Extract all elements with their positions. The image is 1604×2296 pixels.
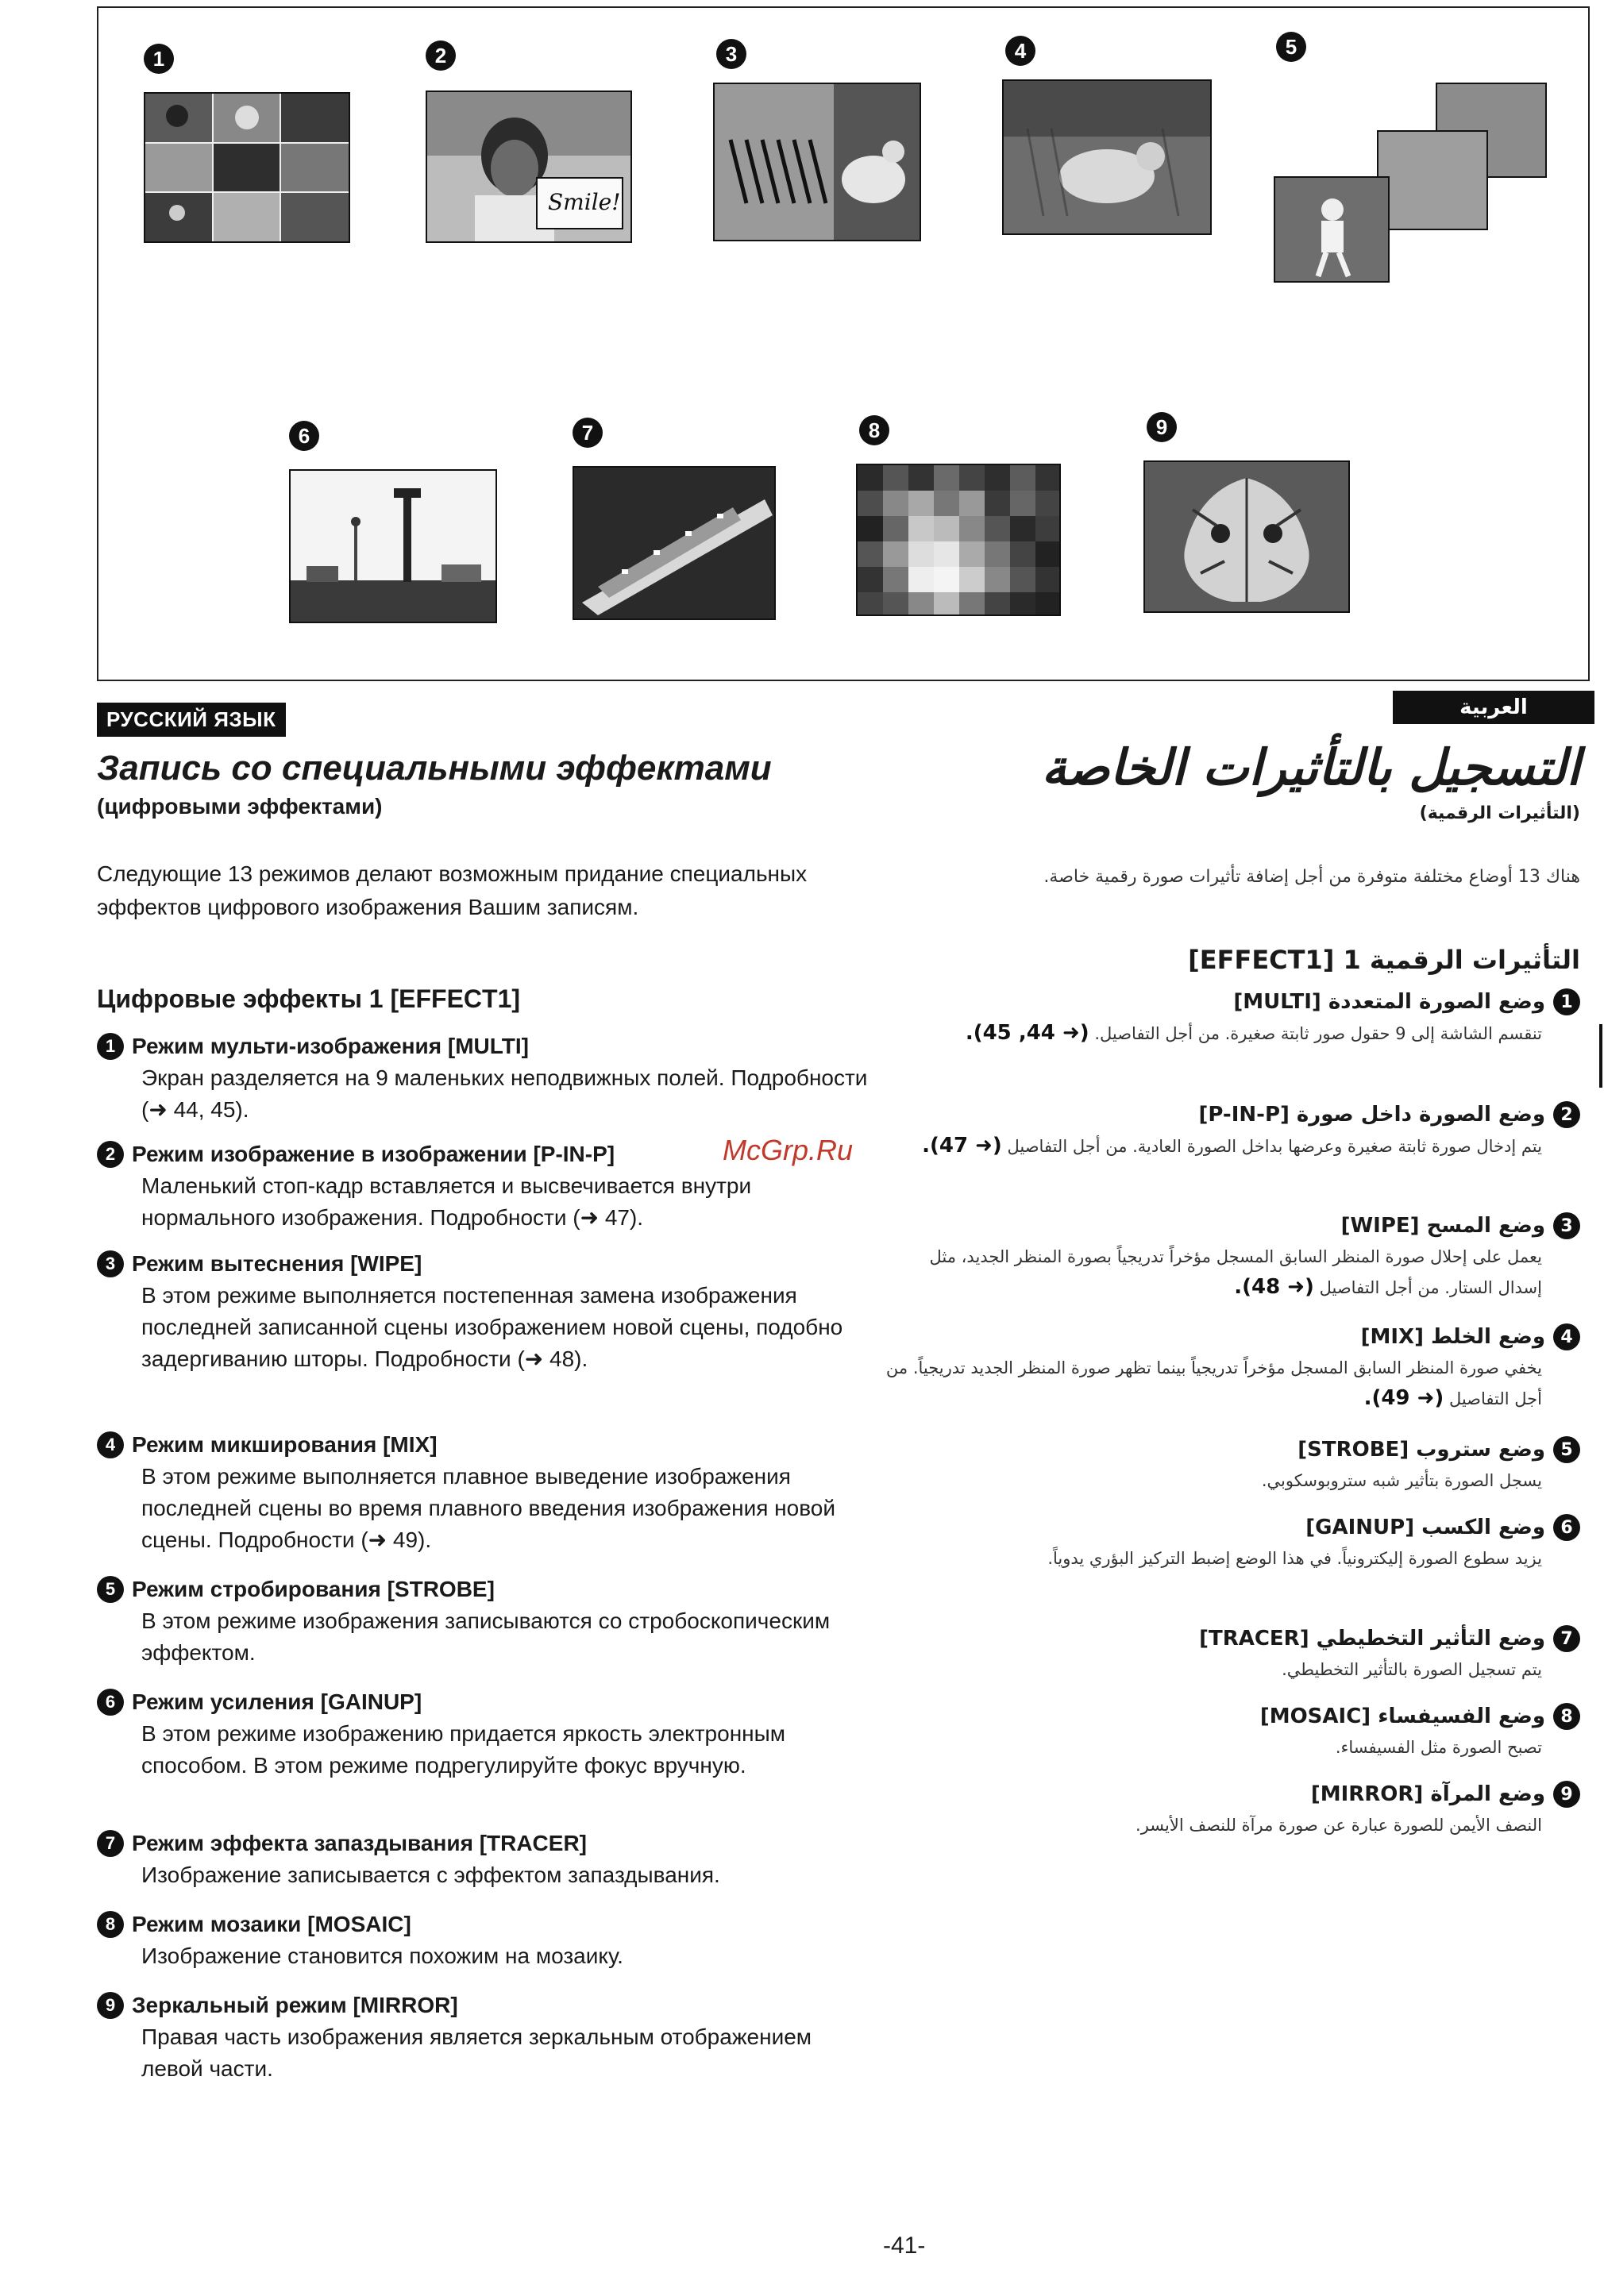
page-title-russian: Запись со специальными эффектами (97, 749, 772, 788)
mode-title: Режим мозаики [MOSAIC] (132, 1912, 411, 1936)
figure-marker-8: 8 (859, 415, 889, 445)
mode-item-pinp-ar (881, 1099, 1580, 1161)
page-reference: (➜ 47). (922, 1134, 1002, 1158)
mode-description: Правая часть изображения является зеркальным отображением левой части. (141, 2024, 812, 2081)
mode-title: وضع الكسب [GAINUP] (1305, 1516, 1545, 1539)
mode-title: Режим стробирования [STROBE] (132, 1577, 495, 1601)
mode-title: Зеркальный режим [MIRROR] (132, 1993, 458, 2017)
mode-title: وضع الفسيفساء [MOSAIC] (1259, 1705, 1545, 1728)
smile-caption: Smile! (548, 189, 621, 215)
mode-number-marker: 5 (97, 1576, 124, 1603)
mode-title: وضع المرآة [MIRROR] (1310, 1782, 1545, 1806)
figure-marker-1: 1 (144, 44, 174, 74)
gainup-image (291, 471, 495, 622)
mode-item-multi-ru (97, 1031, 891, 1126)
mode-number-marker: 6 (1553, 1514, 1580, 1541)
mode-item-mirror-ru (97, 1990, 891, 2085)
mode-item-mirror-ar (881, 1778, 1580, 1840)
mode-number-marker: 6 (97, 1689, 124, 1716)
thumbnail-strobe-frame-2 (1377, 130, 1488, 230)
page-title-arabic: التسجيل بالتأثيرات الخاصة (1041, 738, 1580, 796)
mosaic-image (858, 465, 1059, 614)
mode-number-marker: 2 (97, 1141, 124, 1168)
mode-number-marker: 7 (1553, 1625, 1580, 1652)
page-reference: (➜ 49). (1363, 1386, 1444, 1410)
mode-item-mix-ru (97, 1429, 891, 1556)
figure-marker-3: 3 (716, 39, 746, 69)
mode-title: وضع الصورة المتعددة [MULTI] (1233, 990, 1545, 1014)
mode-title: وضع الصورة داخل صورة [P-IN-P] (1198, 1103, 1545, 1127)
mode-number-marker: 1 (97, 1033, 124, 1060)
mode-item-gainup-ar (881, 1512, 1580, 1574)
page-reference: (➜ 48). (1234, 1275, 1314, 1299)
mode-description: В этом режиме выполняется плавное выведение изображения последней сцены во время плавного введения изображения новой сцены. Подробности (➜ 49). (141, 1464, 835, 1552)
mode-number-marker: 9 (1553, 1781, 1580, 1808)
mode-title: Режим вытеснения [WIPE] (132, 1251, 422, 1276)
page-subtitle-arabic: (التأثيرات الرقمية) (1419, 803, 1580, 823)
mode-number-marker: 3 (97, 1250, 124, 1277)
mode-item-tracer-ar (881, 1623, 1580, 1685)
figure-marker-2: 2 (426, 40, 456, 71)
mode-item-wipe-ar (881, 1210, 1580, 1303)
thumbnail-mirror (1143, 460, 1350, 613)
thumbnail-pinp (426, 91, 632, 243)
page-subtitle-russian: (цифровыми эффектами) (97, 794, 383, 819)
mode-number-marker: 8 (1553, 1703, 1580, 1730)
mode-number-marker: 4 (1553, 1323, 1580, 1350)
mode-number-marker: 8 (97, 1911, 124, 1938)
mode-title: Режим мульти-изображения [MULTI] (132, 1034, 529, 1058)
mode-item-strobe-ru (97, 1574, 891, 1669)
section-heading-russian: Цифровые эффекты 1 [EFFECT1] (97, 984, 521, 1013)
mode-item-wipe-ru (97, 1248, 891, 1375)
mode-item-multi-ar (881, 986, 1580, 1049)
margin-tab-bar (1599, 1024, 1602, 1088)
figure-marker-4: 4 (1005, 36, 1035, 66)
mode-description: النصف الأيمن للصورة عبارة عن صورة مرآة للنصف الأيسر. (1136, 1816, 1542, 1835)
thumbnail-gainup (289, 469, 497, 623)
mode-number-marker: 1 (1553, 988, 1580, 1015)
mode-number-marker: 4 (97, 1431, 124, 1458)
mode-description: يعمل على إحلال صورة المنظر السابق المسجل مؤخراً تدريجياً بصورة المنظر الجديد، مثل إسدال الستار. من أجل التفاصيل (929, 1247, 1542, 1297)
mode-number-marker: 5 (1553, 1436, 1580, 1463)
mode-item-strobe-ar (881, 1434, 1580, 1496)
mode-description: يخفي صورة المنظر السابق المسجل مؤخراً تدريجياً بينما تظهر صورة المنظر الجديد تدريجياً. من أجل التفاصيل (885, 1358, 1542, 1408)
mode-description: Экран разделяется на 9 маленьких неподвижных полей. Подробности (➜ 44, 45). (141, 1065, 868, 1122)
wipe-image (715, 84, 920, 240)
mode-description: يسجل الصورة بتأثير شبه ستروبوسكوبي. (1261, 1471, 1542, 1490)
figure-marker-7: 7 (573, 418, 603, 448)
mode-description: Маленький стоп-кадр вставляется и высвечивается внутри нормального изображения. Подробности (➜ 47). (141, 1173, 752, 1230)
mode-number-marker: 9 (97, 1992, 124, 2019)
mode-title: Режим микширования [MIX] (132, 1432, 438, 1457)
pinp-image (427, 92, 630, 241)
language-label-russian: РУССКИЙ ЯЗЫК (97, 703, 286, 737)
mode-item-gainup-ru (97, 1686, 891, 1782)
mode-description: В этом режиме изображения записываются со стробоскопическим эффектом. (141, 1608, 831, 1665)
mode-item-tracer-ru (97, 1828, 891, 1891)
figure-marker-6: 6 (289, 421, 319, 451)
mode-item-mosaic-ru (97, 1909, 891, 1972)
figure-marker-5: 5 (1276, 32, 1306, 62)
page-number: -41- (883, 2232, 926, 2259)
mode-description: В этом режиме выполняется постепенная замена изображения последней записанной сцены изображением новой сцены, подобно задергиванию шторы. Подробности (➜ 48). (141, 1283, 843, 1371)
mode-title: Режим эффекта запаздывания [TRACER] (132, 1831, 588, 1855)
thumbnail-mosaic (856, 464, 1061, 616)
mode-number-marker: 3 (1553, 1212, 1580, 1239)
intro-russian: Следующие 13 режимов делают возможным придание специальных эффектов цифрового изображения Вашим записям. (97, 861, 808, 919)
section-heading-arabic: التأثيرات الرقمية 1 [EFFECT1] (1188, 945, 1580, 975)
mode-description: تصبح الصورة مثل الفسيفساء. (1335, 1738, 1542, 1757)
mode-number-marker: 2 (1553, 1101, 1580, 1128)
figure-marker-9: 9 (1147, 412, 1177, 442)
mode-title: وضع التأثير التخطيطي [TRACER] (1199, 1627, 1545, 1651)
mode-description: В этом режиме изображению придается яркость электронным способом. В этом режиме подрегулируйте фокус вручную. (141, 1721, 786, 1778)
mode-item-mosaic-ar (881, 1701, 1580, 1762)
intro-arabic: هناك 13 أوضاع مختلفة متوفرة من أجل إضافة تأثيرات صورة رقمية خاصة. (1043, 867, 1580, 887)
mode-title: وضع ستروب [STROBE] (1297, 1438, 1545, 1462)
mode-description: Изображение становится похожим на мозаику. (141, 1944, 623, 1968)
language-label-arabic: العربية (1393, 691, 1594, 724)
mode-item-mix-ar (881, 1321, 1580, 1414)
mode-title: Режим усиления [GAINUP] (132, 1689, 422, 1714)
thumbnail-mix (1002, 79, 1212, 235)
thumbnail-wipe (713, 83, 921, 241)
tracer-image (574, 468, 774, 618)
mirror-image (1145, 462, 1348, 611)
mode-description: يزيد سطوع الصورة إليكترونياً. في هذا الوضع إضبط التركيز البؤري يدوياً. (1047, 1549, 1542, 1568)
mode-description: Изображение записывается с эффектом запаздывания. (141, 1863, 720, 1887)
mode-title: وضع المسح [WIPE] (1340, 1214, 1545, 1238)
mix-image (1004, 81, 1210, 233)
mode-description: يتم إدخال صورة ثابتة صغيرة وعرضها بداخل الصورة العادية. من أجل التفاصيل (1007, 1137, 1542, 1156)
mode-description: تنقسم الشاشة إلى 9 حقول صور ثابتة صغيرة. من أجل التفاصيل. (1094, 1024, 1542, 1043)
page-reference: (➜ 44, 45). (965, 1021, 1089, 1045)
mode-description: يتم تسجيل الصورة بالتأثير التخطيطي. (1282, 1660, 1542, 1679)
thumbnail-tracer (573, 466, 776, 620)
watermark-text: McGrp.Ru (723, 1134, 854, 1166)
mode-title: Режим изображение в изображении [P-IN-P] (132, 1142, 615, 1166)
mode-title: وضع الخلط [MIX] (1360, 1325, 1545, 1349)
thumbnail-strobe-frame-1 (1274, 176, 1390, 283)
mode-number-marker: 7 (97, 1830, 124, 1857)
strobe-figure (1275, 178, 1388, 281)
multi-grid-image (145, 94, 349, 241)
thumbnail-multi (144, 92, 350, 243)
